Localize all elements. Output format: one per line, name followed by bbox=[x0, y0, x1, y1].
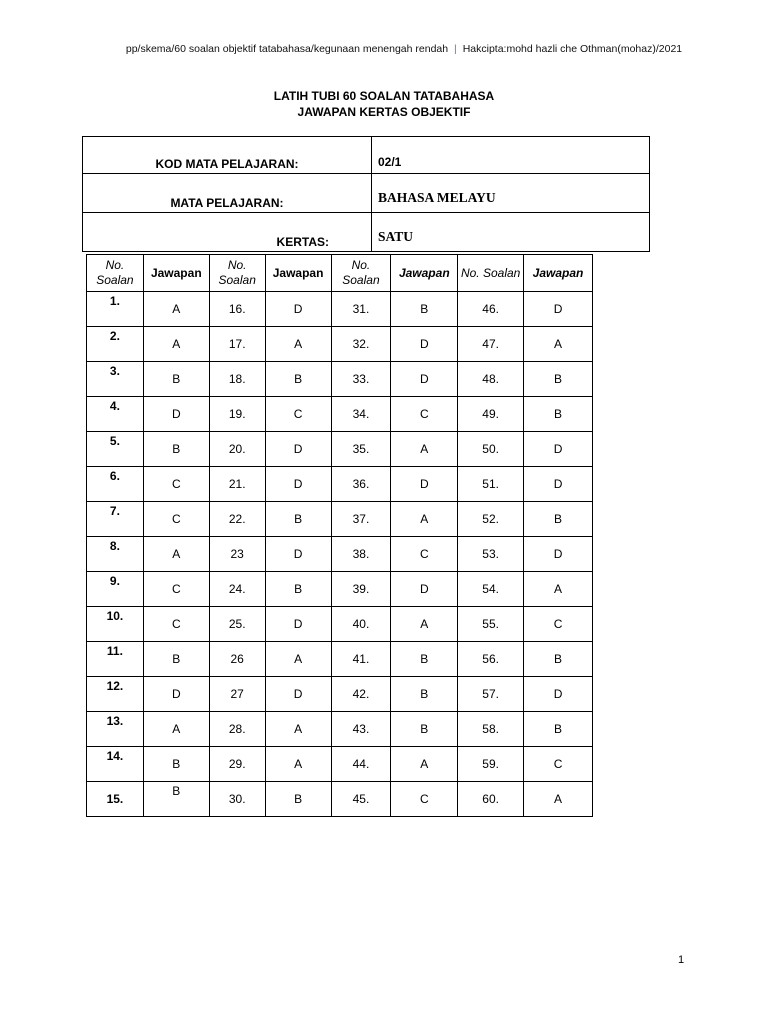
header-jawapan-2: Jawapan bbox=[265, 255, 331, 292]
question-number-cell: 33. bbox=[331, 362, 391, 397]
answer-cell: D bbox=[391, 362, 458, 397]
table-row bbox=[87, 747, 593, 782]
answer-cell: B bbox=[524, 642, 593, 677]
answer-cell: D bbox=[524, 537, 593, 572]
answer-cell: B bbox=[524, 362, 593, 397]
answer-cell: B bbox=[391, 292, 458, 327]
question-number-cell: 60. bbox=[458, 782, 524, 817]
question-number-cell: 49. bbox=[458, 397, 524, 432]
answer-cell: A bbox=[265, 327, 331, 362]
question-number-cell: 40. bbox=[331, 607, 391, 642]
question-number-cell: 44. bbox=[331, 747, 391, 782]
answer-cell: A bbox=[143, 292, 209, 327]
answer-cell: A bbox=[391, 747, 458, 782]
question-number-cell: 23 bbox=[209, 537, 265, 572]
header-no-soalan-3: No. Soalan bbox=[331, 255, 391, 292]
question-number-cell: 5. bbox=[87, 432, 144, 467]
answer-body bbox=[87, 292, 593, 817]
question-number-cell: 17. bbox=[209, 327, 265, 362]
header-no-soalan-1: No. Soalan bbox=[87, 255, 144, 292]
question-number-cell: 22. bbox=[209, 502, 265, 537]
answer-cell: C bbox=[391, 397, 458, 432]
answer-cell: B bbox=[143, 782, 209, 817]
answer-cell: B bbox=[524, 712, 593, 747]
table-row bbox=[87, 397, 593, 432]
question-number-cell: 30. bbox=[209, 782, 265, 817]
answer-cell: B bbox=[265, 502, 331, 537]
question-number-cell: 56. bbox=[458, 642, 524, 677]
answer-cell: B bbox=[143, 432, 209, 467]
answer-cell: D bbox=[143, 397, 209, 432]
header-separator: | bbox=[454, 43, 457, 55]
answer-cell: D bbox=[265, 607, 331, 642]
answer-cell: A bbox=[391, 432, 458, 467]
answer-cell: B bbox=[524, 502, 593, 537]
answer-cell: D bbox=[391, 467, 458, 502]
answer-cell: C bbox=[391, 782, 458, 817]
answer-key-table bbox=[86, 254, 593, 817]
table-row bbox=[87, 782, 593, 817]
answer-cell: D bbox=[391, 572, 458, 607]
question-number-cell: 52. bbox=[458, 502, 524, 537]
question-number-cell: 25. bbox=[209, 607, 265, 642]
answer-cell: D bbox=[524, 432, 593, 467]
table-row bbox=[87, 362, 593, 397]
question-number-cell: 13. bbox=[87, 712, 144, 747]
answer-cell: C bbox=[524, 607, 593, 642]
header-no-soalan-4: No. Soalan bbox=[458, 255, 524, 292]
title-line-2: JAWAPAN KERTAS OBJEKTIF bbox=[297, 105, 471, 119]
answer-cell: A bbox=[265, 712, 331, 747]
table-row bbox=[87, 677, 593, 712]
question-number-cell: 10. bbox=[87, 607, 144, 642]
question-number-cell: 9. bbox=[87, 572, 144, 607]
question-number-cell: 54. bbox=[458, 572, 524, 607]
answer-cell: B bbox=[265, 362, 331, 397]
question-number-cell: 31. bbox=[331, 292, 391, 327]
answer-cell: B bbox=[391, 712, 458, 747]
answer-cell: A bbox=[265, 642, 331, 677]
answer-cell: D bbox=[143, 677, 209, 712]
answer-cell: A bbox=[143, 537, 209, 572]
kod-value: 02/1 bbox=[372, 137, 650, 174]
question-number-cell: 36. bbox=[331, 467, 391, 502]
answer-cell: D bbox=[391, 327, 458, 362]
header-jawapan-3: Jawapan bbox=[391, 255, 458, 292]
question-number-cell: 18. bbox=[209, 362, 265, 397]
answer-cell: C bbox=[143, 502, 209, 537]
table-row bbox=[87, 712, 593, 747]
question-number-cell: 38. bbox=[331, 537, 391, 572]
question-number-cell: 57. bbox=[458, 677, 524, 712]
question-number-cell: 53. bbox=[458, 537, 524, 572]
kod-label: KOD MATA PELAJARAN: bbox=[83, 137, 372, 174]
page-number: 1 bbox=[678, 954, 685, 966]
answer-header-row bbox=[87, 255, 593, 292]
question-number-cell: 2. bbox=[87, 327, 144, 362]
question-number-cell: 41. bbox=[331, 642, 391, 677]
table-row bbox=[87, 642, 593, 677]
answer-cell: B bbox=[143, 362, 209, 397]
table-row bbox=[87, 292, 593, 327]
header-right-text: Hakcipta:mohd hazli che Othman(mohaz)/2021 bbox=[462, 43, 683, 55]
answer-cell: A bbox=[143, 712, 209, 747]
question-number-cell: 16. bbox=[209, 292, 265, 327]
question-number-cell: 14. bbox=[87, 747, 144, 782]
question-number-cell: 29. bbox=[209, 747, 265, 782]
question-number-cell: 46. bbox=[458, 292, 524, 327]
table-row bbox=[87, 607, 593, 642]
question-number-cell: 19. bbox=[209, 397, 265, 432]
answer-cell: D bbox=[265, 467, 331, 502]
subject-info-table bbox=[82, 136, 650, 252]
header-jawapan-4: Jawapan bbox=[524, 255, 593, 292]
page-header bbox=[0, 43, 768, 55]
question-number-cell: 45. bbox=[331, 782, 391, 817]
answer-cell: D bbox=[524, 467, 593, 502]
question-number-cell: 24. bbox=[209, 572, 265, 607]
question-number-cell: 35. bbox=[331, 432, 391, 467]
question-number-cell: 8. bbox=[87, 537, 144, 572]
answer-cell: B bbox=[391, 642, 458, 677]
kertas-label: KERTAS: bbox=[83, 213, 372, 252]
question-number-cell: 4. bbox=[87, 397, 144, 432]
info-row-kertas bbox=[83, 213, 650, 252]
answer-cell: A bbox=[391, 607, 458, 642]
question-number-cell: 15. bbox=[87, 782, 144, 817]
question-number-cell: 27 bbox=[209, 677, 265, 712]
question-number-cell: 21. bbox=[209, 467, 265, 502]
question-number-cell: 48. bbox=[458, 362, 524, 397]
header-no-soalan-2: No. Soalan bbox=[209, 255, 265, 292]
answer-cell: B bbox=[265, 782, 331, 817]
question-number-cell: 50. bbox=[458, 432, 524, 467]
answer-cell: D bbox=[265, 292, 331, 327]
answer-cell: D bbox=[524, 677, 593, 712]
answer-cell: C bbox=[143, 572, 209, 607]
answer-cell: C bbox=[265, 397, 331, 432]
answer-cell: D bbox=[265, 432, 331, 467]
answer-cell: B bbox=[143, 642, 209, 677]
answer-cell: A bbox=[524, 327, 593, 362]
table-row bbox=[87, 327, 593, 362]
question-number-cell: 37. bbox=[331, 502, 391, 537]
answer-cell: C bbox=[524, 747, 593, 782]
question-number-cell: 12. bbox=[87, 677, 144, 712]
table-row bbox=[87, 572, 593, 607]
answer-cell: B bbox=[391, 677, 458, 712]
question-number-cell: 1. bbox=[87, 292, 144, 327]
mata-pelajaran-value: BAHASA MELAYU bbox=[372, 174, 650, 213]
header-left-text: pp/skema/60 soalan objektif tatabahasa/kegunaan menengah rendah bbox=[125, 43, 449, 55]
info-row-mata-pelajaran bbox=[83, 174, 650, 213]
answer-cell: A bbox=[524, 782, 593, 817]
question-number-cell: 55. bbox=[458, 607, 524, 642]
answer-cell: A bbox=[524, 572, 593, 607]
question-number-cell: 3. bbox=[87, 362, 144, 397]
question-number-cell: 34. bbox=[331, 397, 391, 432]
question-number-cell: 28. bbox=[209, 712, 265, 747]
answer-cell: D bbox=[524, 292, 593, 327]
info-row-kod bbox=[83, 137, 650, 174]
table-row bbox=[87, 432, 593, 467]
question-number-cell: 26 bbox=[209, 642, 265, 677]
answer-cell: A bbox=[143, 327, 209, 362]
answer-cell: A bbox=[265, 747, 331, 782]
table-row bbox=[87, 537, 593, 572]
table-row bbox=[87, 502, 593, 537]
answer-cell: C bbox=[143, 607, 209, 642]
question-number-cell: 7. bbox=[87, 502, 144, 537]
header-jawapan-1: Jawapan bbox=[143, 255, 209, 292]
question-number-cell: 6. bbox=[87, 467, 144, 502]
question-number-cell: 42. bbox=[331, 677, 391, 712]
kertas-value: SATU bbox=[372, 213, 650, 252]
table-row bbox=[87, 467, 593, 502]
question-number-cell: 11. bbox=[87, 642, 144, 677]
answer-cell: A bbox=[391, 502, 458, 537]
answer-cell: B bbox=[524, 397, 593, 432]
question-number-cell: 51. bbox=[458, 467, 524, 502]
mata-pelajaran-label: MATA PELAJARAN: bbox=[83, 174, 372, 213]
answer-cell: D bbox=[265, 537, 331, 572]
question-number-cell: 58. bbox=[458, 712, 524, 747]
title-line-1: LATIH TUBI 60 SOALAN TATABAHASA bbox=[273, 89, 495, 103]
answer-cell: C bbox=[391, 537, 458, 572]
question-number-cell: 59. bbox=[458, 747, 524, 782]
question-number-cell: 20. bbox=[209, 432, 265, 467]
answer-cell: B bbox=[265, 572, 331, 607]
question-number-cell: 47. bbox=[458, 327, 524, 362]
question-number-cell: 39. bbox=[331, 572, 391, 607]
answer-cell: C bbox=[143, 467, 209, 502]
answer-cell: B bbox=[143, 747, 209, 782]
question-number-cell: 32. bbox=[331, 327, 391, 362]
question-number-cell: 43. bbox=[331, 712, 391, 747]
document-title bbox=[0, 88, 768, 120]
answer-cell: D bbox=[265, 677, 331, 712]
